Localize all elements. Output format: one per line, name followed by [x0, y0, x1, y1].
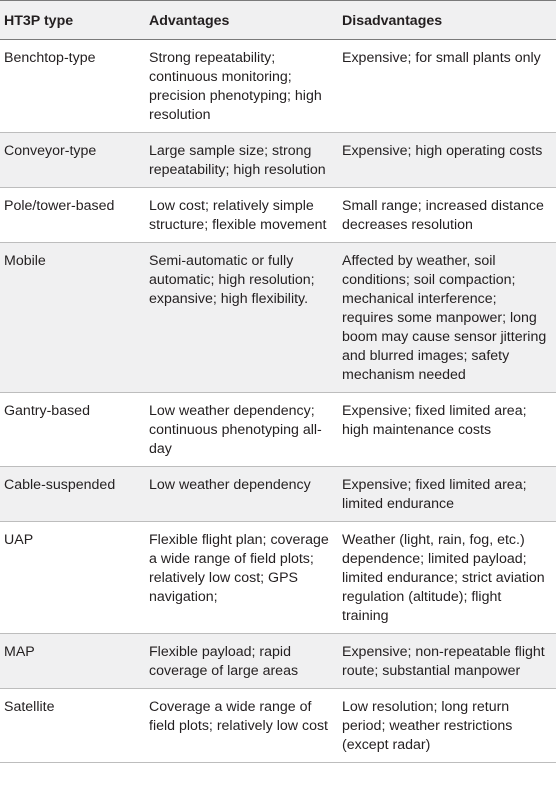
cell-type: Satellite	[4, 699, 55, 715]
table-row	[0, 393, 556, 467]
cell-type: Mobile	[4, 253, 46, 269]
table-row	[0, 689, 556, 763]
cell-disadvantages: Expensive; non-repeatable flight route; substantial manpower	[342, 644, 545, 679]
table-row	[0, 40, 556, 133]
table-row	[0, 634, 556, 689]
header-row	[0, 1, 556, 40]
cell-type: UAP	[4, 532, 34, 548]
cell-advantages: Flexible flight plan; coverage a wide range of field plots; relatively low cost; GPS navigation;	[149, 532, 329, 605]
table-row	[0, 188, 556, 243]
cell-advantages: Low weather dependency; continuous phenotyping all-day	[149, 403, 322, 457]
cell-disadvantages: Weather (light, rain, fog, etc.) dependence; limited payload; limited endurance; strict aviation regulation (altitude); flight training	[342, 532, 545, 624]
header-disadvantages: Disadvantages	[342, 13, 443, 29]
header-type: HT3P type	[4, 13, 74, 29]
cell-type: Cable-suspended	[4, 477, 116, 493]
cell-disadvantages: Affected by weather, soil conditions; soil compaction; mechanical interference; requires some manpower; long boom may cause sensor jittering and blurred images; safety mechanism needed	[342, 253, 547, 383]
cell-disadvantages: Small range; increased distance decreases resolution	[342, 198, 544, 233]
table-row	[0, 467, 556, 522]
header-advantages: Advantages	[149, 13, 230, 29]
cell-advantages: Low cost; relatively simple structure; flexible movement	[149, 198, 327, 233]
table-body	[0, 40, 556, 763]
cell-disadvantages: Expensive; high operating costs	[342, 143, 543, 159]
cell-advantages: Semi-automatic or fully automatic; high resolution; expansive; high flexibility.	[149, 253, 315, 307]
cell-disadvantages: Low resolution; long return period; weather restrictions (except radar)	[342, 699, 513, 753]
cell-disadvantages: Expensive; fixed limited area; high maintenance costs	[342, 403, 527, 438]
cell-disadvantages: Expensive; for small plants only	[342, 50, 541, 66]
cell-advantages: Low weather dependency	[149, 477, 311, 493]
cell-advantages: Coverage a wide range of field plots; relatively low cost	[149, 699, 328, 734]
cell-type: Benchtop-type	[4, 50, 96, 66]
table-row	[0, 522, 556, 634]
cell-advantages: Large sample size; strong repeatability; high resolution	[149, 143, 326, 178]
cell-type: MAP	[4, 644, 35, 660]
cell-type: Conveyor-type	[4, 143, 97, 159]
table-header	[0, 1, 556, 40]
cell-advantages: Flexible payload; rapid coverage of large areas	[149, 644, 299, 679]
cell-advantages: Strong repeatability; continuous monitoring; precision phenotyping; high resolution	[149, 50, 322, 123]
cell-type: Gantry-based	[4, 403, 90, 419]
table-row	[0, 133, 556, 188]
cell-disadvantages: Expensive; fixed limited area; limited endurance	[342, 477, 527, 512]
cell-type: Pole/tower-based	[4, 198, 115, 214]
table-row	[0, 243, 556, 393]
